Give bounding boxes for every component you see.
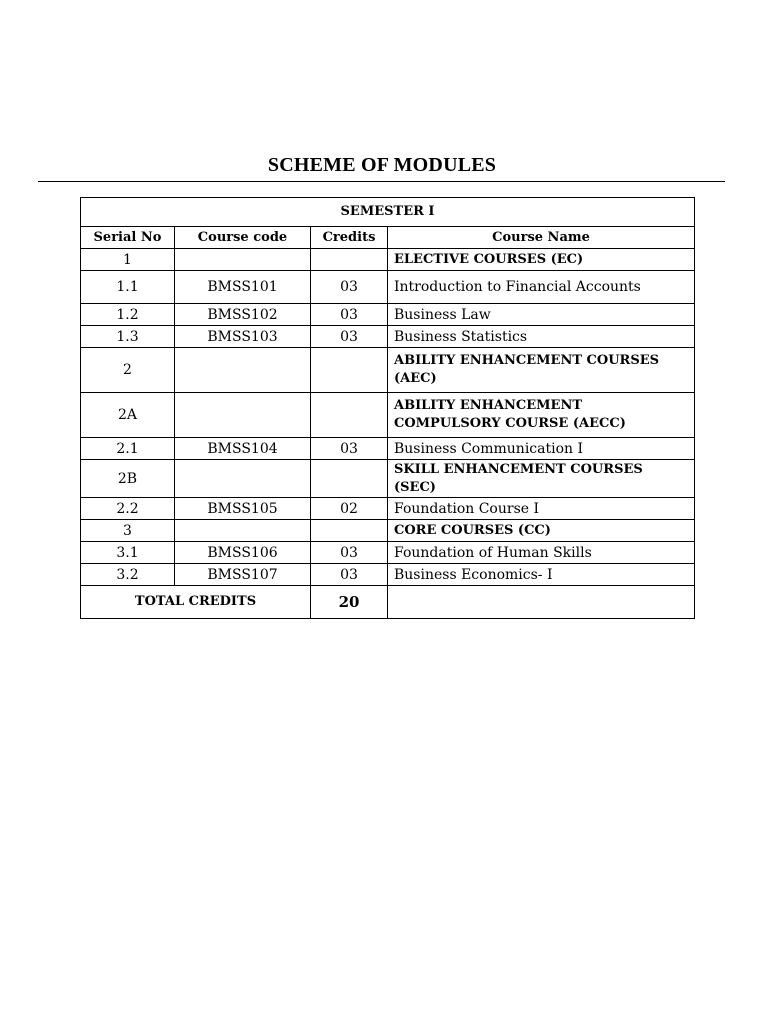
code-cell: BMSS102 — [175, 304, 311, 326]
course-name-cell: SKILL ENHANCEMENT COURSES (SEC) — [388, 460, 695, 498]
course-name-cell: CORE COURSES (CC) — [388, 520, 695, 542]
credits-cell: 03 — [311, 271, 388, 304]
serial-cell: 1.1 — [81, 271, 175, 304]
code-cell — [175, 393, 311, 438]
table-row — [81, 304, 695, 326]
semester-heading: SEMESTER I — [81, 198, 695, 227]
code-cell — [175, 460, 311, 498]
course-name-cell: ELECTIVE COURSES (EC) — [388, 249, 695, 271]
column-header-code: Course code — [175, 227, 311, 249]
serial-cell: 2.1 — [81, 438, 175, 460]
course-name-cell: Business Communication I — [388, 438, 695, 460]
credits-cell: 03 — [311, 304, 388, 326]
credits-cell — [311, 249, 388, 271]
serial-cell: 1 — [81, 249, 175, 271]
serial-cell: 2.2 — [81, 498, 175, 520]
credits-cell — [311, 460, 388, 498]
page-title: SCHEME OF MODULES — [267, 154, 497, 176]
table-row — [81, 326, 695, 348]
total-credits-label: TOTAL CREDITS — [81, 586, 311, 619]
header-row — [81, 227, 695, 249]
credits-cell: 03 — [311, 326, 388, 348]
table-row — [81, 438, 695, 460]
table-row — [81, 393, 695, 438]
course-name-cell: Business Law — [388, 304, 695, 326]
credits-cell: 03 — [311, 564, 388, 586]
column-header-serial: Serial No — [81, 227, 175, 249]
total-empty-cell — [388, 586, 695, 619]
table-row — [81, 271, 695, 304]
table-row — [81, 249, 695, 271]
credits-cell: 02 — [311, 498, 388, 520]
table-row — [81, 460, 695, 498]
serial-cell: 2 — [81, 348, 175, 393]
semester-row — [81, 198, 695, 227]
serial-cell: 3.2 — [81, 564, 175, 586]
scheme-table — [80, 197, 695, 619]
course-name-cell: Foundation Course I — [388, 498, 695, 520]
code-cell: BMSS103 — [175, 326, 311, 348]
serial-cell: 3 — [81, 520, 175, 542]
code-cell — [175, 348, 311, 393]
code-cell: BMSS101 — [175, 271, 311, 304]
title-divider — [38, 181, 725, 182]
table-row — [81, 348, 695, 393]
code-cell: BMSS106 — [175, 542, 311, 564]
code-cell — [175, 249, 311, 271]
serial-cell: 3.1 — [81, 542, 175, 564]
total-credits-value: 20 — [311, 586, 388, 619]
table-row — [81, 564, 695, 586]
serial-cell: 2B — [81, 460, 175, 498]
table-row — [81, 498, 695, 520]
course-name-cell: ABILITY ENHANCEMENT COMPULSORY COURSE (AECC) — [388, 393, 695, 438]
credits-cell — [311, 520, 388, 542]
serial-cell: 1.2 — [81, 304, 175, 326]
code-cell: BMSS107 — [175, 564, 311, 586]
course-name-cell: Introduction to Financial Accounts — [388, 271, 695, 304]
table-row — [81, 520, 695, 542]
serial-cell: 2A — [81, 393, 175, 438]
course-name-cell: Business Economics- I — [388, 564, 695, 586]
credits-cell — [311, 393, 388, 438]
column-header-credits: Credits — [311, 227, 388, 249]
credits-cell: 03 — [311, 542, 388, 564]
column-header-name: Course Name — [388, 227, 695, 249]
table-row — [81, 542, 695, 564]
total-row — [81, 586, 695, 619]
credits-cell: 03 — [311, 438, 388, 460]
credits-cell — [311, 348, 388, 393]
code-cell: BMSS104 — [175, 438, 311, 460]
course-name-cell: Business Statistics — [388, 326, 695, 348]
course-name-cell: ABILITY ENHANCEMENT COURSES (AEC) — [388, 348, 695, 393]
course-name-cell: Foundation of Human Skills — [388, 542, 695, 564]
code-cell: BMSS105 — [175, 498, 311, 520]
serial-cell: 1.3 — [81, 326, 175, 348]
code-cell — [175, 520, 311, 542]
